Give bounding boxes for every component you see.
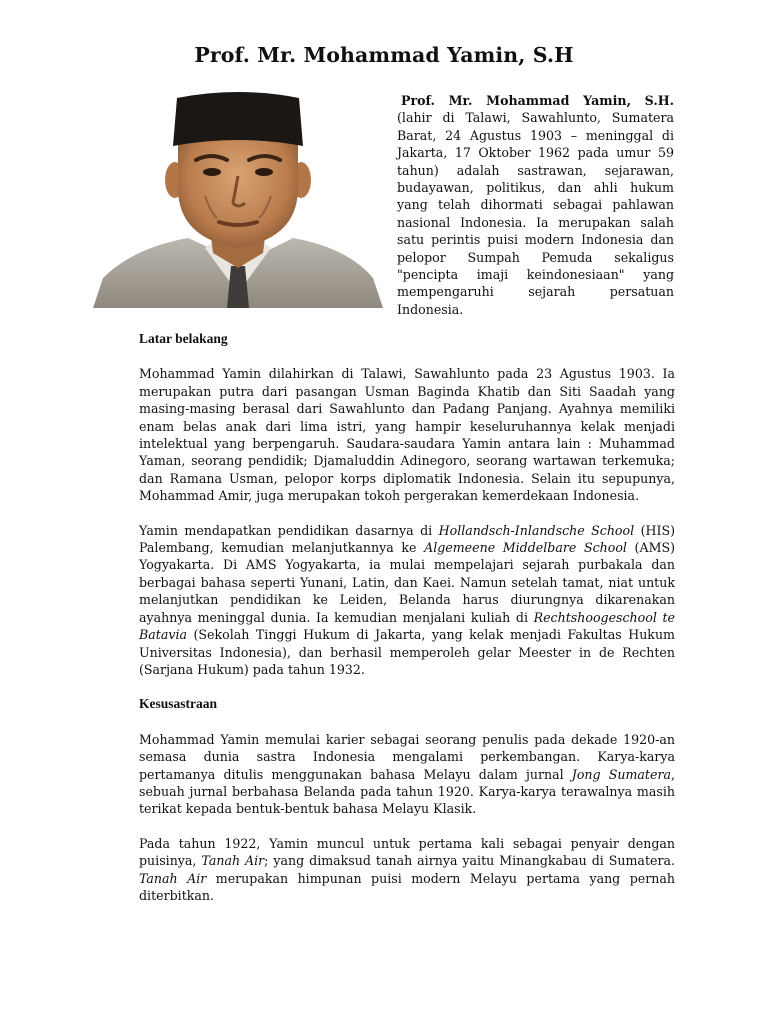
text-run: (Sekolah Tinggi Hukum di Jakarta, yang kelak menjadi Fakultas Hukum Universitas Indonesia), dan berhasil memperoleh gelar Meester in de Rechten (Sarjana Hukum) pada tahun 1932. [139, 627, 675, 677]
italic-term: Hollandsch-Inlandsche School [438, 522, 635, 538]
text-run: , sebuah jurnal berbahasa Belanda pada tahun 1920. Karya-karya terawalnya masih terikat kepada bentuk-bentuk bahasa Melayu Klasik. [139, 766, 675, 817]
italic-term: Tanah Air [139, 870, 207, 886]
section-heading-latar: Latar belakang [139, 331, 228, 346]
sastra-paragraph-2 [139, 835, 675, 905]
text-run: (AMS) Yogyakarta. Di AMS Yogyakarta, ia mulai mempelajari sejarah purbakala dan berbagai bahasa seperti Yunani, Latin, dan Kaei. Namun setelah tamat, niat untuk melanjutkan pendidikan ke Leiden, Belanda harus diurungnya dikarenakan ayahnya meninggal dunia. Ia kemudian menjalani kuliah di [139, 540, 675, 625]
article-body [139, 330, 675, 921]
intro-text: (lahir di Talawi, Sawahlunto, Sumatera Barat, 24 Agustus 1903 – meninggal di Jakarta, 17 Oktober 1962 pada umur 59 tahun) adalah sastrawan, sejarawan, budayawan, politikus, dan ahli hukum yang telah dihormati sebagai pahlawan nasional Indonesia. Ia merupakan salah satu perintis puisi modern Indonesia dan pelopor Sumpah Pemuda sekaligus "pencipta imaji keindonesiaan" yang mempengaruhi sejarah persatuan Indonesia. [397, 110, 674, 317]
eye-right [255, 168, 273, 176]
text-run: ; yang dimaksud tanah airnya yaitu Minangkabau di Sumatera. [264, 853, 675, 869]
text-run: Mohammad Yamin memulai karier sebagai seorang penulis pada dekade 1920-an semasa dunia sastra Indonesia mengalami perkembangan. Karya-karya pertamanya ditulis menggunakan bahasa Melayu dalam jurnal [139, 731, 675, 782]
italic-term: Rechtshoogeschool te Batavia [139, 609, 676, 643]
section-heading-kesusastraan: Kesusastraan [139, 696, 218, 712]
intro-paragraph [397, 92, 674, 318]
italic-term: Tanah Air [201, 853, 265, 869]
text-run: Pada tahun 1922, Yamin muncul untuk pertama kali sebagai penyair dengan puisinya, [139, 835, 675, 869]
italic-term: Jong Sumatera [571, 766, 671, 782]
text-run: (HIS) Palembang, kemudian melanjutkannya ke [139, 522, 676, 556]
text-run: Yamin mendapatkan pendidikan dasarnya di [139, 522, 439, 538]
page-title: Prof. Mr. Mohammad Yamin, S.H [194, 43, 574, 67]
latar-paragraph-1: Mohammad Yamin dilahirkan di Talawi, Sawahlunto pada 23 Agustus 1903. Ia merupakan putra dari pasangan Usman Baginda Khatib dan Siti Saadah yang masing-masing berasal dari Sawahlunto dan Padang Panjang. Ayahnya memiliki enam belas anak dari lima istri, yang hampir keseluruhannya kelak menjadi intelektual yang berpengaruh. Saudara-saudara Yamin antara lain : Muhammad Yaman, seorang pendidik; Djamaluddin Adinegoro, seorang wartawan terkemuka; dan Ramana Usman, pelopor korps diplomatik Indonesia. Selain itu sepupunya, Mohammad Amir, juga merupakan tokoh pergerakan kemerdekaan Indonesia. [139, 366, 675, 504]
hat-shape [173, 92, 303, 146]
italic-term: Algemeene Middelbare School [424, 540, 627, 556]
portrait-image [93, 88, 383, 308]
eye-left [203, 168, 221, 176]
sastra-paragraph-1 [139, 731, 675, 818]
latar-paragraph-2 [139, 522, 675, 679]
text-run: merupakan himpunan puisi modern Melayu pertama yang pernah diterbitkan. [139, 870, 675, 903]
intro-name: Prof. Mr. Mohammad Yamin, S.H. [401, 93, 674, 108]
